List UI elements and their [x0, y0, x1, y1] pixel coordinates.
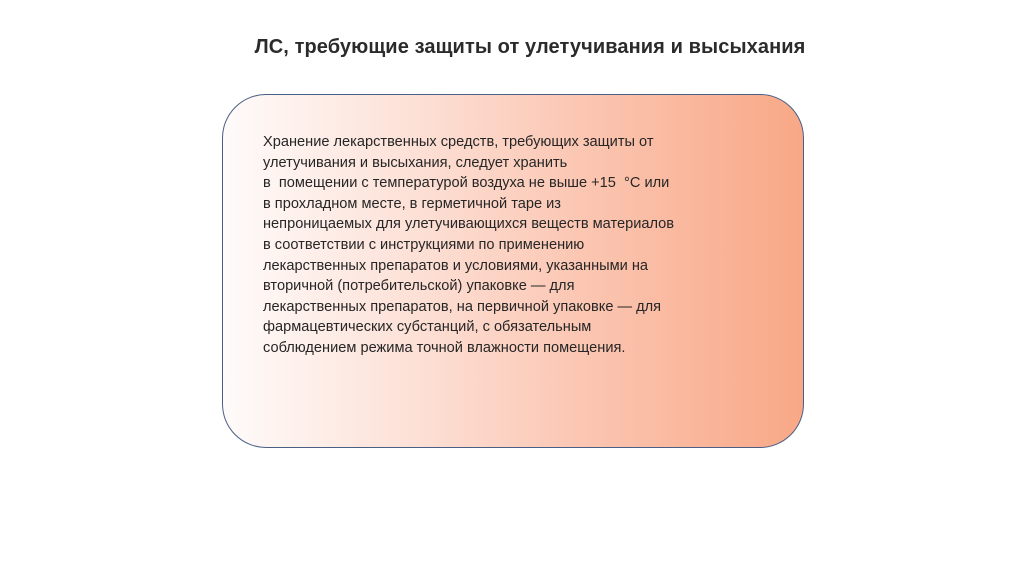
body-text-line: соблюдением режима точной влажности помещения. [263, 339, 626, 356]
body-text-line: непроницаемых для улетучивающихся веществ материалов [263, 216, 675, 233]
content-text-box [222, 94, 804, 448]
body-text [263, 132, 763, 359]
body-text-line: улетучивания и высыхания, следует хранить [263, 154, 568, 171]
slide-title-text: ЛС, требующие защиты от улетучивания и высыхания [254, 36, 806, 58]
body-text-line: лекарственных препаратов и условиями, указанными на [263, 257, 649, 274]
body-text-line: Хранение лекарственных средств, требующих защиты от [263, 134, 654, 150]
body-text-line: лекарственных препаратов, на первичной упаковке — для [263, 298, 662, 315]
slide-title [0, 36, 1024, 59]
body-text-line: в соответствии с инструкциями по применению [263, 236, 585, 253]
body-text-line: фармацевтических субстанций, с обязательным [263, 319, 592, 336]
body-text-line: вторичной (потребительской) упаковке — для [263, 278, 575, 295]
body-text-line: в прохладном месте, в герметичной таре из [263, 195, 561, 212]
body-text-line: в помещении с температурой воздуха не выше +15 °С или [263, 175, 670, 192]
